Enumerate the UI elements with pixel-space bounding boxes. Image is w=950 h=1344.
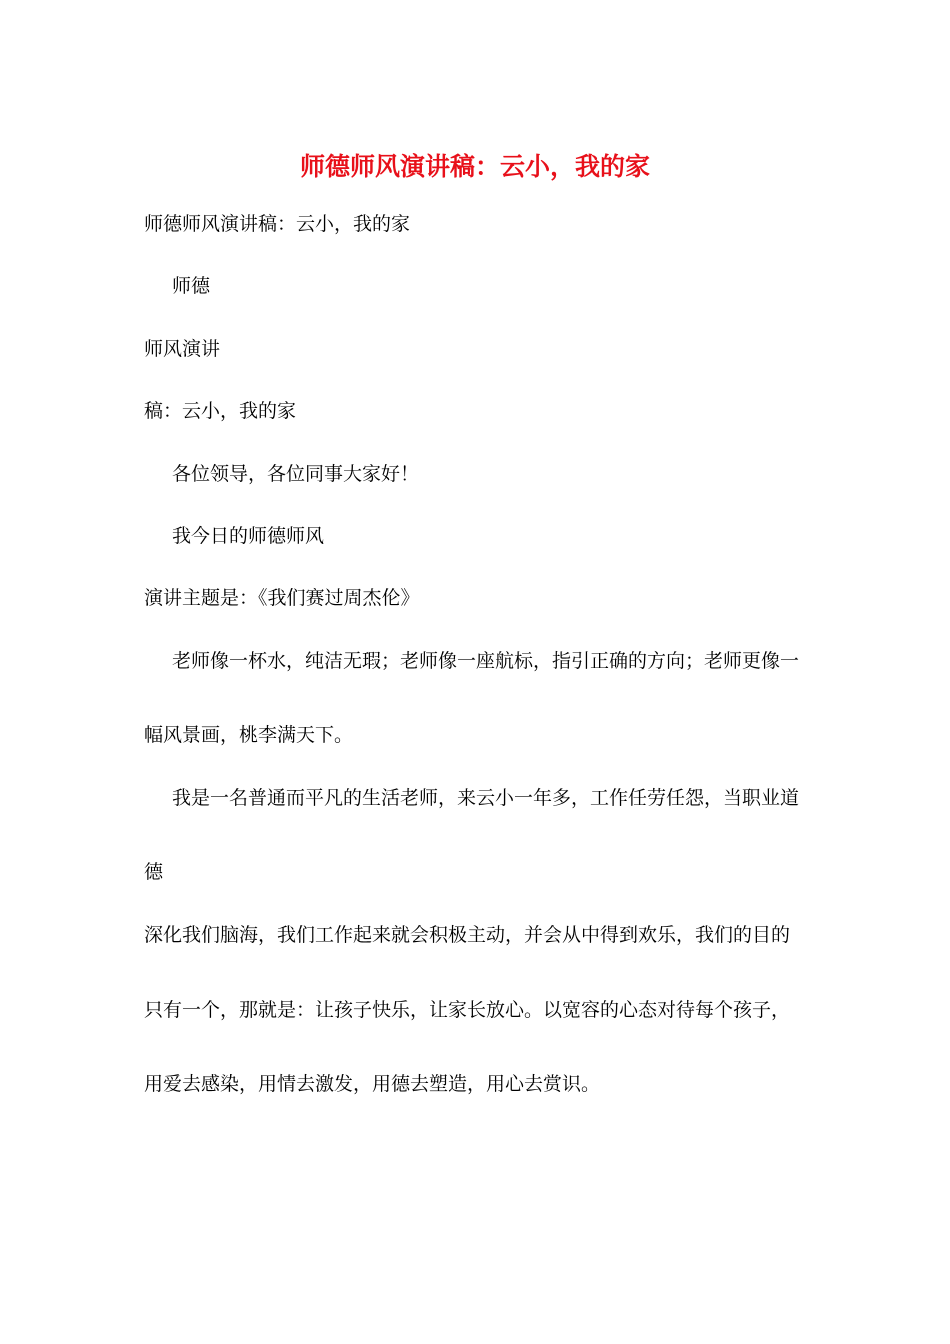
text-line: 用爱去感染，用情去激发，用德去塑造，用心去赏识。 xyxy=(144,1073,601,1095)
text-line: 深化我们脑海，我们工作起来就会积极主动，并会从中得到欢乐，我们的目的 xyxy=(144,924,791,946)
text-line: 德 xyxy=(144,861,164,883)
text-line: 稿：云小，我的家 xyxy=(144,400,297,422)
text-line: 我今日的师德师风 xyxy=(172,525,325,547)
text-line: 我是一名普通而平凡的生活老师，来云小一年多，工作任劳任怨，当职业道 xyxy=(172,787,800,809)
text-line: 只有一个，那就是：让孩子快乐，让家长放心。以宽容的心态对待每个孩子， xyxy=(144,999,791,1021)
text-line: 师德 xyxy=(172,275,211,297)
document-title: 师德师风演讲稿：云小，我的家 xyxy=(299,152,650,181)
text-line: 老师像一杯水，纯洁无瑕；老师像一座航标，指引正确的方向；老师更像一 xyxy=(172,650,800,672)
text-line: 师德师风演讲稿：云小，我的家 xyxy=(144,213,411,235)
text-line: 演讲主题是：《我们赛过周杰伦》 xyxy=(144,587,420,609)
text-line: 各位领导，各位同事大家好！ xyxy=(172,463,420,485)
text-line: 幅风景画，桃李满天下。 xyxy=(144,724,354,746)
text-line: 师风演讲 xyxy=(144,338,221,360)
